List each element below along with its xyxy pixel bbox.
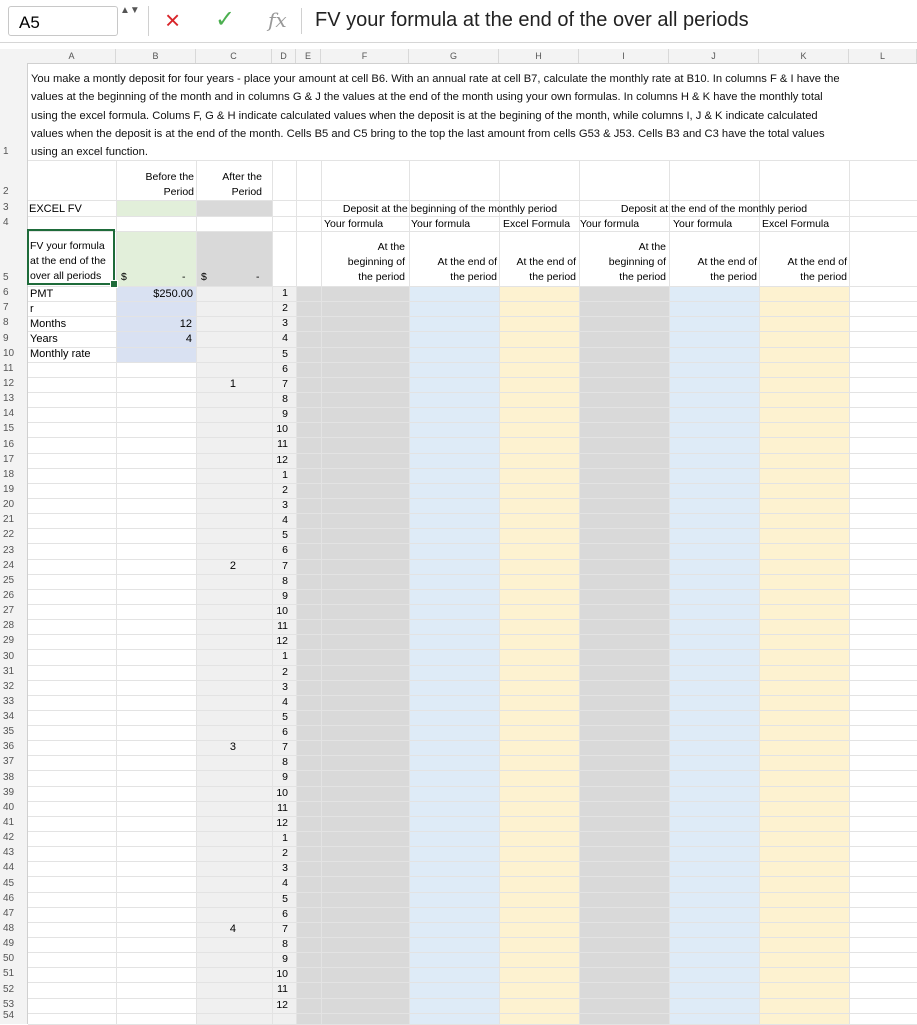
month-number: 5 — [282, 347, 288, 360]
i5-the-period: the period — [619, 271, 666, 283]
row-gridline — [28, 377, 917, 378]
month-number: 10 — [276, 604, 288, 617]
c3-fill — [196, 200, 272, 216]
g-column-fill — [409, 286, 499, 1024]
pmt-value[interactable]: $250.00 — [153, 288, 193, 300]
row-gridline — [28, 407, 917, 408]
row-gridline — [28, 216, 917, 217]
month-number: 8 — [282, 756, 288, 769]
row-header-24[interactable]: 24 — [3, 559, 15, 571]
row-header-18[interactable]: 18 — [3, 468, 15, 480]
month-number: 3 — [282, 317, 288, 330]
row-gridline — [28, 967, 917, 968]
row-gridline — [28, 937, 917, 938]
row-gridline — [28, 498, 917, 499]
row-header-28[interactable]: 28 — [3, 620, 15, 632]
row-gridline — [28, 422, 917, 423]
year-number: 3 — [229, 741, 236, 754]
month-number: 11 — [277, 983, 288, 996]
row-gridline — [28, 634, 917, 635]
instructions-text: You make a montly deposit for four years - place your amount at cell B6. With an annual rate at cell B7, calculate the monthly rate at B10. In columns F & I have the values at the beginning of the month and in columns G & J the values at the end of the month using your own formulas. In columns H & K have the monthly total using the excel formula. Colums F, G & H indicate calculated values when the deposit is at the begining of the month, while columns I, J & K indicate calculated values when the deposit is at the end of the month. Cells B5 and C5 bring to the top the last amount from cells G53 & J53. Cells B3 and C3 have the total values using an excel function. — [31, 73, 840, 159]
b5-value: - — [182, 271, 186, 283]
row-header-45[interactable]: 45 — [3, 877, 15, 889]
row-gridline — [28, 710, 917, 711]
rate-label: r — [30, 303, 34, 315]
row-header-14[interactable]: 14 — [3, 408, 15, 420]
row-header-43[interactable]: 43 — [3, 847, 15, 859]
row-header-33[interactable]: 33 — [3, 695, 15, 707]
row-gridline — [28, 801, 917, 802]
row-gridline — [28, 604, 917, 605]
column-header-g[interactable]: G — [409, 49, 499, 63]
row-gridline — [28, 437, 917, 438]
row-header-38[interactable]: 38 — [3, 771, 15, 783]
k5-at-end-of: At the end of — [787, 256, 847, 268]
j5-at-end-of: At the end of — [697, 256, 757, 268]
i-column-fill — [579, 286, 669, 1024]
fv-label-line-1: FV your formula — [30, 240, 105, 252]
row-header-46[interactable]: 46 — [3, 892, 15, 904]
row-gridline — [28, 740, 917, 741]
e-column-fill — [296, 286, 321, 1024]
row-header-11[interactable]: 11 — [3, 362, 14, 374]
row-gridline — [28, 649, 917, 650]
row-header-29[interactable]: 29 — [3, 635, 15, 647]
separator — [301, 8, 302, 34]
row-header-2[interactable]: 2 — [3, 186, 9, 197]
i5-beginning-of: beginning of — [608, 256, 666, 268]
month-number: 3 — [282, 862, 288, 875]
month-number: 2 — [282, 847, 288, 860]
row-header-16[interactable]: 16 — [3, 438, 15, 450]
row-header-3[interactable]: 3 — [3, 202, 9, 213]
row-header-35[interactable]: 35 — [3, 726, 15, 738]
your-formula-j4: Your formula — [673, 218, 733, 230]
month-number: 12 — [276, 635, 288, 648]
month-number: 10 — [276, 968, 288, 981]
column-header-b[interactable]: B — [116, 49, 196, 63]
formula-bar — [0, 0, 917, 43]
row-header-bar — [0, 63, 28, 1024]
j-column-fill — [669, 286, 759, 1024]
column-gridline — [849, 160, 850, 1024]
year-number: 2 — [229, 559, 236, 572]
row-gridline — [28, 528, 917, 529]
month-number: 11 — [277, 438, 288, 451]
row-gridline — [28, 392, 917, 393]
c5-value: - — [256, 271, 260, 283]
row-header-13[interactable]: 13 — [3, 393, 15, 405]
j5-the-period: the period — [710, 271, 757, 283]
row-header-44[interactable]: 44 — [3, 862, 15, 874]
deposit-end-header: Deposit at the end of the monthly period — [620, 203, 808, 215]
separator — [148, 6, 149, 36]
row-gridline — [28, 770, 917, 771]
row-gridline — [28, 619, 917, 620]
month-number: 1 — [282, 832, 288, 845]
row-gridline — [28, 200, 917, 201]
name-box[interactable] — [8, 6, 118, 36]
row-header-31[interactable]: 31 — [3, 665, 15, 677]
month-number: 4 — [282, 514, 288, 527]
month-number: 4 — [282, 332, 288, 345]
insert-function-icon[interactable]: fx — [268, 8, 287, 32]
month-number: 5 — [282, 529, 288, 542]
month-number: 4 — [282, 877, 288, 890]
row-gridline — [28, 695, 917, 696]
spreadsheet-grid[interactable] — [0, 49, 917, 1024]
row-header-32[interactable]: 32 — [3, 680, 15, 692]
column-header-d[interactable]: D — [272, 49, 296, 63]
month-number: 8 — [282, 574, 288, 587]
g5-at-end-of: At the end of — [437, 256, 497, 268]
row-gridline — [28, 559, 917, 560]
month-number: 7 — [282, 559, 288, 572]
column-gridline — [669, 160, 670, 1024]
row-gridline — [28, 998, 917, 999]
h5-the-period: the period — [529, 271, 576, 283]
month-number: 12 — [276, 816, 288, 829]
row-gridline — [28, 513, 917, 514]
row-gridline — [28, 680, 917, 681]
row-gridline — [28, 922, 917, 923]
column-gridline — [579, 160, 580, 1024]
row-header-4[interactable]: 4 — [3, 217, 9, 228]
c5-fill — [196, 231, 272, 286]
f-column-fill — [321, 286, 409, 1024]
row-gridline — [28, 574, 917, 575]
c5-currency: $ — [201, 271, 207, 283]
months-value[interactable]: 12 — [179, 318, 192, 330]
row-header-6[interactable]: 6 — [3, 287, 9, 299]
row-gridline — [28, 725, 917, 726]
row-header-23[interactable]: 23 — [3, 544, 15, 556]
column-header-bar — [0, 49, 917, 64]
row-header-25[interactable]: 25 — [3, 574, 15, 586]
your-formula-i4: Your formula — [580, 218, 640, 230]
row-header-54[interactable]: 54 — [3, 1010, 15, 1021]
month-number: 3 — [282, 680, 288, 693]
column-gridline — [296, 160, 297, 1024]
month-number: 10 — [276, 786, 288, 799]
your-formula-f4: Your formula — [324, 218, 384, 230]
month-number: 10 — [276, 423, 288, 436]
row-gridline — [28, 907, 917, 908]
row-gridline — [28, 543, 917, 544]
column-gridline — [499, 160, 500, 1024]
column-header-l[interactable]: L — [849, 49, 917, 63]
row-header-30[interactable]: 30 — [3, 650, 15, 662]
column-header-c[interactable]: C — [196, 49, 272, 63]
row-header-7[interactable]: 7 — [3, 302, 9, 314]
row-gridline — [28, 589, 917, 590]
row-gridline — [28, 816, 917, 817]
row-gridline — [28, 453, 917, 454]
excel-fv-label: EXCEL FV — [29, 203, 82, 215]
row-gridline — [28, 665, 917, 666]
column-header-j[interactable]: J — [669, 49, 759, 63]
row-header-48[interactable]: 48 — [3, 923, 15, 935]
row-header-15[interactable]: 15 — [3, 423, 15, 435]
fv-label-line-2: at the end of the — [30, 255, 106, 267]
f5-at-the: At the — [377, 241, 405, 253]
row-gridline — [28, 846, 917, 847]
row-header-34[interactable]: 34 — [3, 711, 15, 723]
years-value[interactable]: 4 — [185, 333, 192, 345]
select-all-corner[interactable] — [0, 49, 27, 63]
row-gridline — [28, 362, 917, 363]
i5-at-the: At the — [638, 241, 666, 253]
row-header-9[interactable]: 9 — [3, 332, 9, 344]
fv-label-line-3: over all periods — [30, 270, 102, 282]
month-number: 12 — [276, 998, 288, 1011]
row-header-47[interactable]: 47 — [3, 907, 15, 919]
after-period-label-1: After the — [222, 171, 262, 183]
enter-checkmark-icon[interactable]: ✓ — [215, 6, 236, 33]
row-gridline — [28, 892, 917, 893]
pmt-label: PMT — [30, 288, 54, 300]
month-number: 8 — [282, 938, 288, 951]
after-period-label-2: Period — [231, 186, 262, 198]
month-number: 2 — [282, 483, 288, 496]
month-number: 2 — [282, 302, 288, 315]
monthly-rate-label: Monthly rate — [30, 348, 91, 360]
row-header-39[interactable]: 39 — [3, 786, 15, 798]
row-header-27[interactable]: 27 — [3, 605, 15, 617]
row-header-37[interactable]: 37 — [3, 756, 15, 768]
month-number: 9 — [282, 589, 288, 602]
month-number: 3 — [282, 498, 288, 511]
row-gridline — [28, 755, 917, 756]
column-gridline — [196, 160, 197, 1024]
row-header-10[interactable]: 10 — [3, 347, 15, 359]
column-header-k[interactable]: K — [759, 49, 849, 63]
row-header-20[interactable]: 20 — [3, 499, 15, 511]
month-number: 9 — [282, 771, 288, 784]
f5-the-period: the period — [358, 271, 405, 283]
before-period-label-1: Before the — [145, 171, 194, 183]
year-column-fill — [196, 286, 272, 1024]
month-number: 9 — [282, 408, 288, 421]
column-gridline — [409, 160, 410, 1024]
row-gridline — [28, 982, 917, 983]
h5-at-end-of: At the end of — [516, 256, 576, 268]
row-header-49[interactable]: 49 — [3, 938, 15, 950]
month-number: 6 — [282, 544, 288, 557]
month-number: 6 — [282, 362, 288, 375]
month-number: 9 — [282, 953, 288, 966]
row-gridline — [28, 231, 917, 232]
row-header-1[interactable]: 1 — [3, 146, 9, 157]
k5-the-period: the period — [800, 271, 847, 283]
active-cell-selection[interactable] — [27, 229, 115, 285]
month-number: 7 — [282, 377, 288, 390]
row-header-51[interactable]: 51 — [3, 968, 15, 980]
row-gridline — [28, 286, 917, 287]
row-header-26[interactable]: 26 — [3, 589, 15, 601]
month-number: 5 — [282, 892, 288, 905]
stepper-arrows: ▲▼ — [120, 5, 140, 16]
row-header-50[interactable]: 50 — [3, 953, 15, 965]
month-number: 11 — [277, 620, 288, 633]
month-number: 6 — [282, 907, 288, 920]
row-gridline — [28, 831, 917, 832]
row-header-22[interactable]: 22 — [3, 529, 15, 541]
month-number: 5 — [282, 710, 288, 723]
month-number: 7 — [282, 741, 288, 754]
row-header-53[interactable]: 53 — [3, 998, 15, 1010]
excel-formula-k4: Excel Formula — [762, 218, 830, 230]
month-number: 11 — [277, 801, 288, 814]
months-label: Months — [30, 318, 67, 330]
row-gridline — [28, 786, 917, 787]
month-number: 8 — [282, 392, 288, 405]
row-gridline — [28, 876, 917, 877]
month-number: 1 — [282, 287, 288, 299]
column-header-a[interactable]: A — [28, 49, 116, 63]
b5-currency: $ — [121, 271, 127, 283]
row-header-21[interactable]: 21 — [3, 514, 15, 526]
row-gridline — [28, 347, 917, 348]
month-number: 1 — [282, 468, 288, 481]
column-header-e[interactable]: E — [296, 49, 321, 63]
column-header-h[interactable]: H — [499, 49, 579, 63]
month-number: 1 — [282, 650, 288, 663]
column-header-f[interactable]: F — [321, 49, 409, 63]
name-box-stepper-icon[interactable] — [120, 4, 140, 38]
g5-the-period: the period — [450, 271, 497, 283]
cancel-icon[interactable]: × — [165, 5, 181, 35]
row-header-52[interactable]: 52 — [3, 983, 15, 995]
year-number: 4 — [229, 922, 236, 935]
month-number: 4 — [282, 695, 288, 708]
f5-beginning-of: beginning of — [347, 256, 405, 268]
years-label: Years — [30, 333, 58, 345]
row-gridline — [28, 952, 917, 953]
your-formula-g4: Your formula — [411, 218, 471, 230]
deposit-beginning-header: Deposit at the beginning of the monthly period — [342, 203, 558, 215]
row-header-8[interactable]: 8 — [3, 317, 9, 329]
row-gridline — [28, 483, 917, 484]
row-header-12[interactable]: 12 — [3, 377, 15, 389]
month-number: 7 — [282, 922, 288, 935]
month-number: 2 — [282, 665, 288, 678]
row-header-36[interactable]: 36 — [3, 741, 15, 753]
column-header-i[interactable]: I — [579, 49, 669, 63]
row-header-5[interactable]: 5 — [3, 272, 9, 283]
formula-input[interactable]: FV your formula at the end of the over all periods — [315, 9, 749, 31]
row-gridline — [28, 468, 917, 469]
month-number: 6 — [282, 726, 288, 739]
year-number: 1 — [229, 377, 236, 390]
row-header-17[interactable]: 17 — [3, 453, 15, 465]
column-gridline — [759, 160, 760, 1024]
month-number: 12 — [276, 453, 288, 466]
h-column-fill — [499, 286, 579, 1024]
row-header-41[interactable]: 41 — [3, 817, 15, 829]
name-box-value: A5 — [19, 13, 40, 32]
column-gridline — [321, 160, 322, 1024]
row-gridline — [28, 301, 917, 302]
row-gridline — [28, 861, 917, 862]
row-header-19[interactable]: 19 — [3, 483, 15, 495]
before-period-label-2: Period — [163, 186, 194, 198]
excel-formula-h4: Excel Formula — [503, 218, 571, 230]
k-column-fill — [759, 286, 849, 1024]
b3-fill — [116, 200, 196, 216]
row-gridline — [28, 1013, 917, 1014]
row-header-40[interactable]: 40 — [3, 801, 15, 813]
fill-handle[interactable] — [110, 280, 118, 288]
row-header-42[interactable]: 42 — [3, 832, 15, 844]
